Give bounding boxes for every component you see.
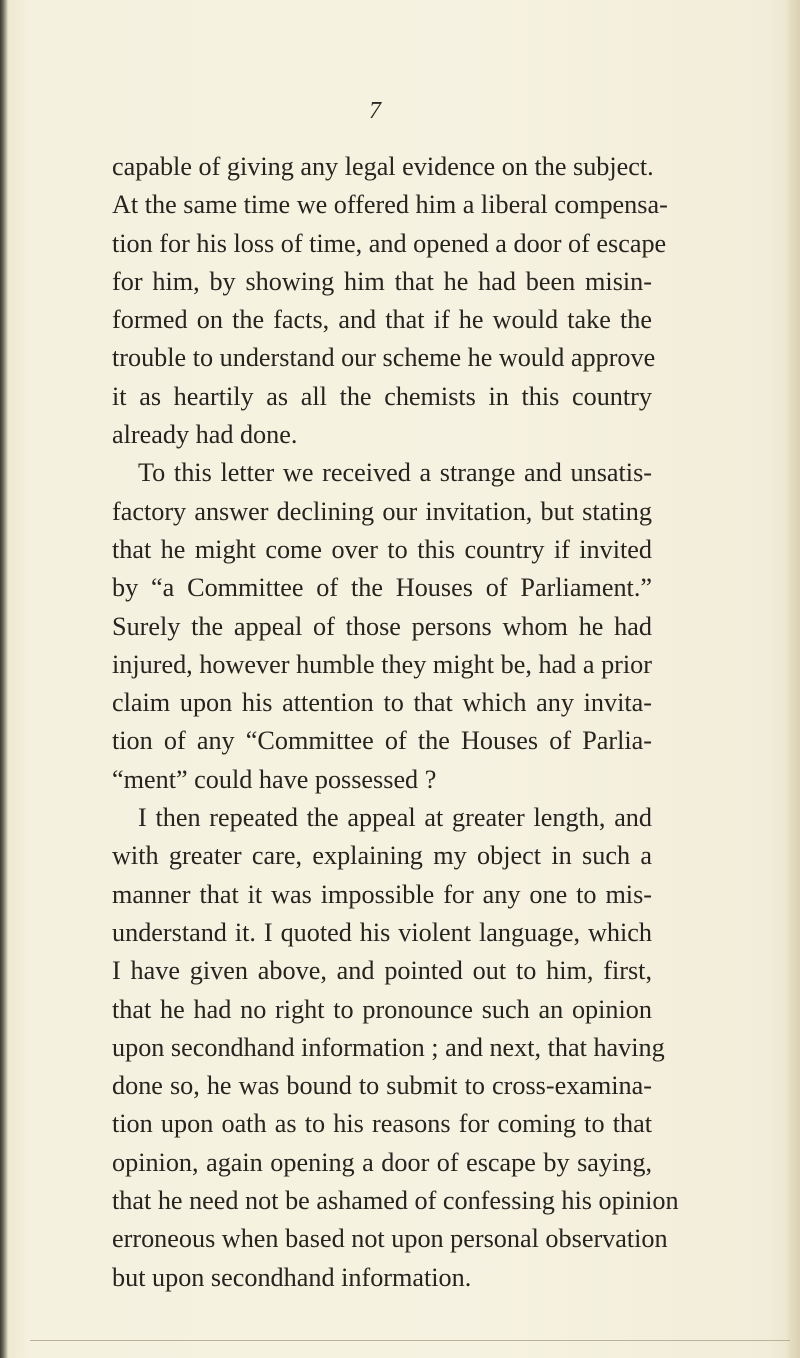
page-bottom-edge	[30, 1340, 790, 1341]
text-line: upon secondhand information ; and next, that having	[112, 1032, 665, 1062]
body-text	[112, 148, 679, 1297]
text-line: but upon secondhand information.	[112, 1262, 472, 1292]
text-line: tion for his loss of time, and opened a door of escape	[112, 228, 667, 258]
text-line: formed on the facts, and that if he would take the	[112, 305, 652, 335]
text-line: it as heartily as all the chemists in this country	[112, 381, 652, 411]
text-line: manner that it was impossible for any one to mis-	[112, 879, 652, 909]
book-spine-shadow	[0, 0, 8, 1358]
text-line: with greater care, explaining my object in such a	[112, 841, 652, 871]
text-line: claim upon his attention to that which any invita-	[112, 688, 652, 718]
text-line: understand it. I quoted his violent language, which	[112, 917, 652, 947]
text-line: already had done.	[112, 420, 298, 450]
text-line: that he might come over to this country if invited	[112, 534, 652, 564]
text-line: opinion, again opening a door of escape by saying,	[112, 1147, 652, 1177]
text-line: I have given above, and pointed out to him, first,	[112, 956, 652, 986]
text-line: done so, he was bound to submit to cross-examina-	[112, 1071, 652, 1101]
paragraph-start-line: I then repeated the appeal at greater length, and	[138, 803, 652, 833]
text-line: for him, by showing him that he had been misin-	[112, 266, 652, 296]
text-line: capable of giving any legal evidence on the subject.	[112, 152, 654, 181]
text-line: erroneous when based not upon personal observation	[112, 1224, 668, 1254]
text-line: that he need not be ashamed of confessing his opinion	[112, 1186, 679, 1216]
text-line: injured, however humble they might be, had a prior	[112, 649, 652, 679]
page-number: 7	[369, 98, 381, 124]
text-line: factory answer declining our invitation, but stating	[112, 496, 652, 526]
text-line: by “a Committee of the Houses of Parliament.”	[112, 573, 652, 603]
paragraph-start-line: To this letter we received a strange and unsatis-	[138, 458, 652, 488]
text-line: trouble to understand our scheme he would approve	[112, 343, 656, 373]
text-line: “ment” could have possessed ?	[112, 764, 437, 794]
text-line: tion upon oath as to his reasons for coming to that	[112, 1109, 652, 1139]
page-edge-shadow	[786, 0, 800, 1358]
text-line: Surely the appeal of those persons whom he had	[112, 611, 652, 641]
text-line: tion of any “Committee of the Houses of Parlia-	[112, 726, 652, 756]
text-line: At the same time we offered him a liberal compensa-	[112, 190, 668, 220]
text-line: that he had no right to pronounce such an opinion	[112, 994, 652, 1024]
